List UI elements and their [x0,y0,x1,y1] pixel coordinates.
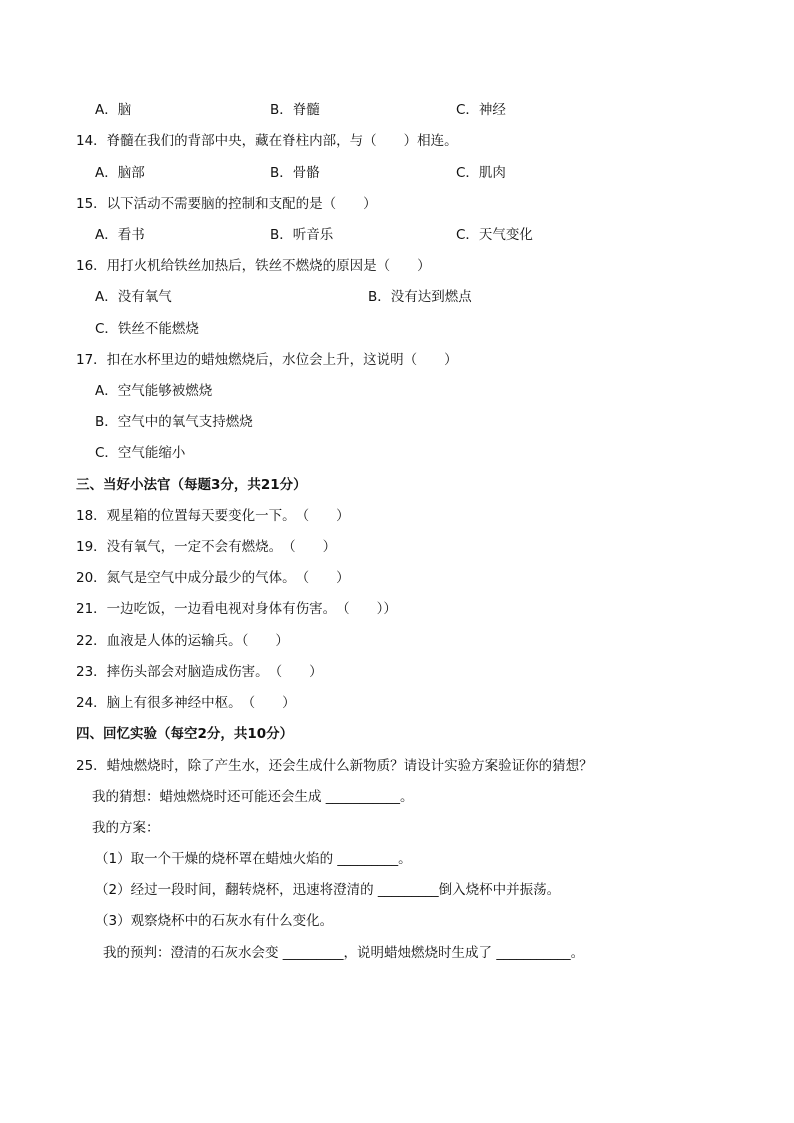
q25-plan-label: 我的方案： [92,820,160,836]
q25-step-2: （2）经过一段时间，翻转烧杯，迅速将澄清的 _________倒入烧杯中并振荡。 [95,882,561,898]
q13-option-c: C．神经 [456,102,506,118]
judge-item-23: 23．摔伤头部会对脑造成伤害。 （ ） [76,664,323,680]
judge-item-18: 18．观星箱的位置每天要变化一下。 （ ） [76,508,350,524]
q15-option-b: B．听音乐 [270,227,334,243]
section3-title: 三、当好小法官（每题3分，共21分） [76,477,307,493]
q15-stem: 15．以下活动不需要脑的控制和支配的是（ ） [76,196,377,212]
judge-item-20: 20．氮气是空气中成分最少的气体。 （ ） [76,570,350,586]
q14-stem: 14．脊髓在我们的背部中央，藏在脊柱内部，与（ ）相连。 [76,133,458,149]
q17-stem: 17．扣在水杯里边的蜡烛燃烧后，水位会上升，这说明（ ） [76,352,458,368]
q17-option-c: C．空气能缩小 [95,445,186,461]
q16-option-b: B．没有达到燃点 [368,289,472,305]
q13-option-b: B．脊髓 [270,102,320,118]
q15-option-a: A．看书 [95,227,145,243]
q25-stem: 25．蜡烛燃烧时，除了产生水，还会生成什么新物质？请设计实验方案验证你的猜想？ [76,758,593,774]
judge-item-22: 22．血液是人体的运输兵。（ ） [76,633,289,649]
q17-option-b: B．空气中的氧气支持燃烧 [95,414,253,430]
q25-step-1: （1）取一个干燥的烧杯罩在蜡烛火焰的 _________。 [95,851,412,867]
q25-step-3: （3）观察烧杯中的石灰水有什么变化。 [95,913,334,929]
judge-item-19: 19．没有氧气，一定不会有燃烧。 （ ） [76,539,337,555]
section4-title: 四、回忆实验（每空2分，共10分） [76,726,294,742]
judge-item-24: 24．脑上有很多神经中枢。 （ ） [76,695,296,711]
judge-item-21: 21．一边吃饭，一边看电视对身体有伤害。 （ ）） [76,601,397,617]
q14-option-c: C．肌肉 [456,165,506,181]
q14-option-a: A．脑部 [95,165,145,181]
q15-option-c: C．天气变化 [456,227,533,243]
q16-stem: 16．用打火机给铁丝加热后，铁丝不燃烧的原因是（ ） [76,258,431,274]
q14-option-b: B．骨骼 [270,165,320,181]
q25-guess: 我的猜想：蜡烛燃烧时还可能还会生成 ___________。 [92,789,414,805]
q17-option-a: A．空气能够被燃烧 [95,383,213,399]
q16-option-c: C．铁丝不能燃烧 [95,321,199,337]
q16-option-a: A．没有氧气 [95,289,172,305]
q25-prediction: 我的预判：澄清的石灰水会变 _________，说明蜡烛燃烧时生成了 ___________。 [103,945,585,961]
q13-option-a: A．脑 [95,102,132,118]
